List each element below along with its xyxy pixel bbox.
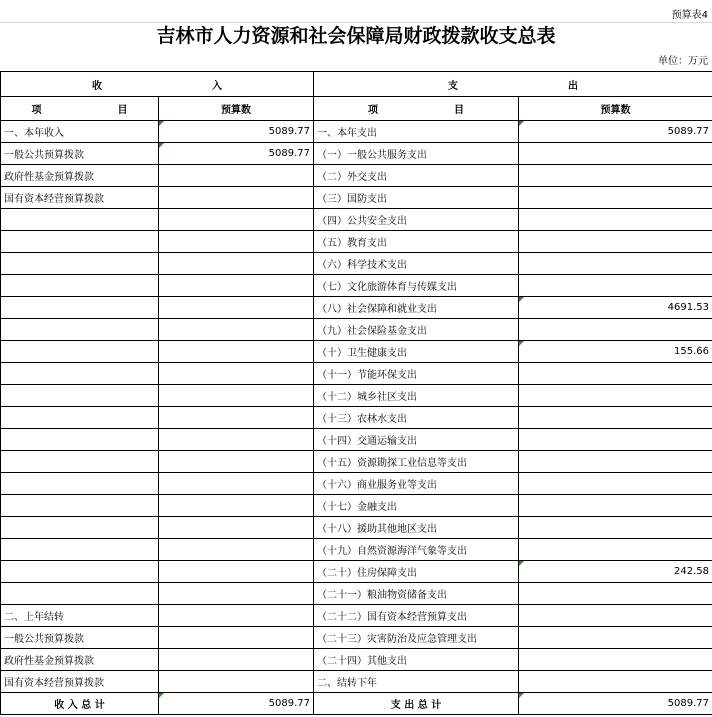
income-item-cell — [1, 451, 159, 473]
expense-value-cell — [519, 253, 712, 275]
income-value-cell: 5089.77 — [159, 143, 314, 165]
totals-row — [1, 693, 712, 715]
expense-item-cell: （十八）援助其他地区支出 — [314, 517, 519, 539]
expense-item-cell: （十五）资源勘探工业信息等支出 — [314, 451, 519, 473]
expense-item-cell: 二、结转下年 — [314, 671, 519, 693]
table-row — [1, 649, 712, 671]
income-item-cell — [1, 385, 159, 407]
expense-value-cell — [519, 363, 712, 385]
income-item-cell — [1, 407, 159, 429]
income-item-cell — [1, 429, 159, 451]
item-header-char-2: 目 — [454, 105, 464, 116]
income-value-cell — [159, 649, 314, 671]
expense-item-cell: （十九）自然资源海洋气象等支出 — [314, 539, 519, 561]
expense-value-cell — [519, 275, 712, 297]
expense-item-cell: （十四）交通运输支出 — [314, 429, 519, 451]
expense-item-cell: （九）社会保险基金支出 — [314, 319, 519, 341]
table-row — [1, 319, 712, 341]
expense-item-cell: （二）外交支出 — [314, 165, 519, 187]
expense-value-cell — [519, 407, 712, 429]
expense-item-cell: （一）一般公共服务支出 — [314, 143, 519, 165]
expense-value-cell — [519, 539, 712, 561]
table-row — [1, 605, 712, 627]
expense-item-cell: （七）文化旅游体育与传媒支出 — [314, 275, 519, 297]
table-row — [1, 671, 712, 693]
income-item-cell — [1, 517, 159, 539]
income-value-cell — [159, 407, 314, 429]
income-value-cell — [159, 517, 314, 539]
table-row — [1, 275, 712, 297]
income-header-char-2: 入 — [212, 80, 222, 92]
income-item-header — [1, 97, 159, 121]
table-row — [1, 363, 712, 385]
income-item-cell — [1, 297, 159, 319]
expense-value-cell — [519, 319, 712, 341]
income-item-cell — [1, 253, 159, 275]
expense-value-cell: 5089.77 — [519, 121, 712, 143]
income-value-cell — [159, 583, 314, 605]
expense-item-cell: （二十四）其他支出 — [314, 649, 519, 671]
income-item-cell — [1, 583, 159, 605]
income-value-cell — [159, 495, 314, 517]
income-value-cell — [159, 253, 314, 275]
income-item-cell — [1, 363, 159, 385]
income-total-label: 收 入 总 计 — [1, 693, 159, 715]
income-item-cell: 国有资本经营预算拨款 — [1, 671, 159, 693]
expense-item-cell: （二十三）灾害防治及应急管理支出 — [314, 627, 519, 649]
income-item-cell — [1, 495, 159, 517]
expense-value-cell — [519, 209, 712, 231]
table-row — [1, 385, 712, 407]
expense-value-cell — [519, 385, 712, 407]
expense-item-cell: （十七）金融支出 — [314, 495, 519, 517]
income-item-cell — [1, 209, 159, 231]
income-value-cell — [159, 385, 314, 407]
income-item-cell — [1, 231, 159, 253]
income-item-cell — [1, 561, 159, 583]
income-item-cell: 政府性基金预算拨款 — [1, 649, 159, 671]
item-header-char-1: 项 — [368, 105, 378, 116]
income-item-cell — [1, 319, 159, 341]
income-value-cell — [159, 539, 314, 561]
income-item-cell: 一、本年收入 — [1, 121, 159, 143]
expense-item-cell: （五）教育支出 — [314, 231, 519, 253]
income-value-cell — [159, 209, 314, 231]
income-value-cell — [159, 165, 314, 187]
expense-item-cell: （十一）节能环保支出 — [314, 363, 519, 385]
expense-value-cell — [519, 473, 712, 495]
income-value-cell — [159, 341, 314, 363]
income-value-cell — [159, 319, 314, 341]
income-value-cell — [159, 429, 314, 451]
expense-value-cell — [519, 429, 712, 451]
table-row — [1, 429, 712, 451]
expense-item-cell: （八）社会保障和就业支出 — [314, 297, 519, 319]
income-item-cell — [1, 341, 159, 363]
table-row — [1, 407, 712, 429]
table-row — [1, 143, 712, 165]
income-budget-header: 预算数 — [159, 97, 314, 121]
income-value-cell — [159, 275, 314, 297]
table-row — [1, 231, 712, 253]
income-value-cell — [159, 605, 314, 627]
income-value-cell — [159, 627, 314, 649]
unit-label: 单位：万元 — [658, 56, 708, 67]
table-row — [1, 121, 712, 143]
expense-value-cell: 155.66 — [519, 341, 712, 363]
expense-item-cell: （十三）农林水支出 — [314, 407, 519, 429]
expense-item-cell: （三）国防支出 — [314, 187, 519, 209]
expense-item-cell: （十二）城乡社区支出 — [314, 385, 519, 407]
expense-value-cell — [519, 627, 712, 649]
expense-item-cell: 一、本年支出 — [314, 121, 519, 143]
income-value-cell — [159, 451, 314, 473]
table-section-header — [1, 72, 712, 97]
table-number-note: 预算表4 — [671, 10, 708, 21]
expense-value-cell — [519, 671, 712, 693]
item-header-char-1: 项 — [31, 105, 42, 116]
expense-item-header — [314, 97, 519, 121]
expense-header-char-2: 出 — [568, 80, 578, 92]
expense-item-cell: （十）卫生健康支出 — [314, 341, 519, 363]
expense-total-label: 支 出 总 计 — [314, 693, 519, 715]
expense-value-cell — [519, 605, 712, 627]
income-item-cell: 政府性基金预算拨款 — [1, 165, 159, 187]
expense-item-cell: （十六）商业服务业等支出 — [314, 473, 519, 495]
table-row — [1, 165, 712, 187]
expense-budget-header: 预算数 — [519, 97, 712, 121]
expense-value-cell — [519, 231, 712, 253]
expense-value-cell — [519, 187, 712, 209]
table-row — [1, 583, 712, 605]
table-row — [1, 627, 712, 649]
income-value-cell: 5089.77 — [159, 121, 314, 143]
table-row — [1, 253, 712, 275]
page-title: 吉林市人力资源和社会保障局财政拨款收支总表 — [0, 22, 712, 49]
expense-value-cell — [519, 517, 712, 539]
income-value-cell — [159, 297, 314, 319]
table-row — [1, 297, 712, 319]
budget-table — [0, 71, 712, 715]
income-item-cell — [1, 275, 159, 297]
income-value-cell — [159, 231, 314, 253]
table-row — [1, 209, 712, 231]
expense-value-cell: 242.58 — [519, 561, 712, 583]
expense-item-cell: （二十二）国有资本经营预算支出 — [314, 605, 519, 627]
income-item-cell — [1, 539, 159, 561]
expense-value-cell — [519, 495, 712, 517]
income-value-cell — [159, 671, 314, 693]
table-row — [1, 539, 712, 561]
expense-total-value: 5089.77 — [519, 693, 712, 715]
income-item-cell — [1, 473, 159, 495]
income-total-value: 5089.77 — [159, 693, 314, 715]
income-section-header — [1, 72, 314, 97]
income-item-cell: 一般公共预算拨款 — [1, 627, 159, 649]
expense-section-header — [314, 72, 712, 97]
expense-item-cell: （二十）住房保障支出 — [314, 561, 519, 583]
income-header-char-1: 收 — [92, 80, 102, 92]
table-row — [1, 561, 712, 583]
expense-value-cell — [519, 165, 712, 187]
item-header-char-2: 目 — [117, 105, 128, 116]
expense-item-cell: （六）科学技术支出 — [314, 253, 519, 275]
income-item-cell: 二、上年结转 — [1, 605, 159, 627]
expense-value-cell: 4691.53 — [519, 297, 712, 319]
table-row — [1, 473, 712, 495]
income-value-cell — [159, 561, 314, 583]
expense-item-cell: （二十一）粮油物资储备支出 — [314, 583, 519, 605]
table-column-header — [1, 97, 712, 121]
income-item-cell: 一般公共预算拨款 — [1, 143, 159, 165]
income-value-cell — [159, 473, 314, 495]
table-row — [1, 517, 712, 539]
expense-value-cell — [519, 649, 712, 671]
expense-item-cell: （四）公共安全支出 — [314, 209, 519, 231]
table-row — [1, 341, 712, 363]
income-value-cell — [159, 187, 314, 209]
table-row — [1, 451, 712, 473]
table-row — [1, 495, 712, 517]
expense-value-cell — [519, 451, 712, 473]
expense-value-cell — [519, 143, 712, 165]
table-row — [1, 187, 712, 209]
expense-value-cell — [519, 583, 712, 605]
expense-header-char-1: 支 — [448, 80, 458, 92]
income-value-cell — [159, 363, 314, 385]
income-item-cell: 国有资本经营预算拨款 — [1, 187, 159, 209]
